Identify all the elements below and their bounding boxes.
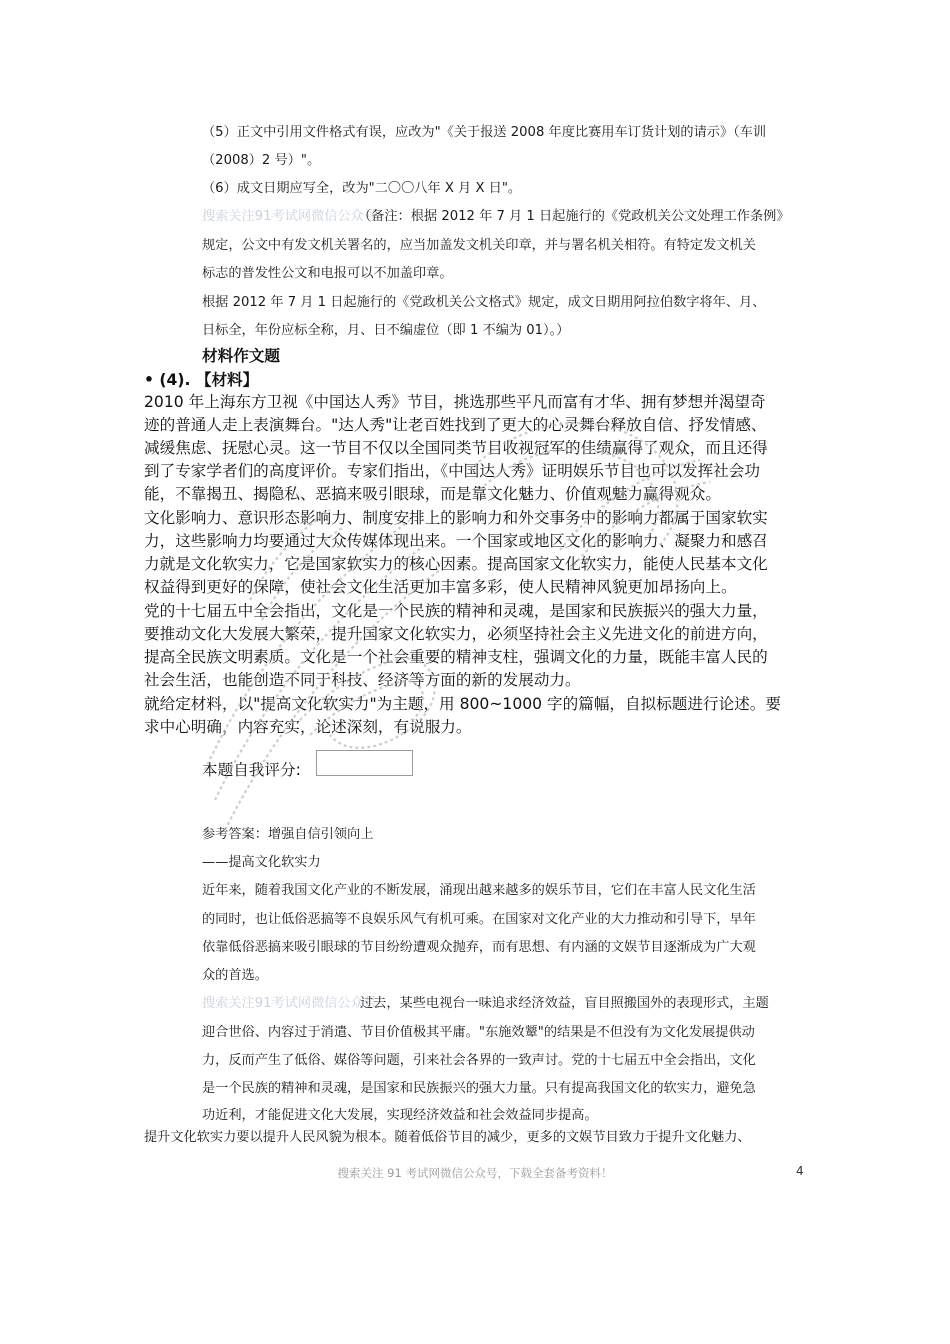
- material-line: 文化影响力、意识形态影响力、制度安排上的影响力和外交事务中的影响力都属于国家软实: [144, 509, 768, 527]
- self-score-label: 本题自我评分:: [202, 761, 301, 779]
- answer-paragraph-line: 迎合世俗、内容过于消遣、节目价值极其平庸。"东施效颦"的结果是不但没有为文化发展提供动: [202, 1025, 755, 1040]
- material-line: 到了专家学者们的高度评价。专家们指出，《中国达人秀》证明娱乐节目也可以发挥社会功: [144, 462, 760, 480]
- material-line: 要推动文化大发展大繁荣，提升国家文化软实力，必须坚持社会主义先进文化的前进方向，: [144, 625, 768, 643]
- note-line5: 日标全，年份应标全称，月、日不编虚位（即 1 不编为 01）。）: [202, 323, 570, 338]
- answer-item-6: （6）成文日期应写全，改为"二〇〇八年 X 月 X 日"。: [202, 181, 522, 196]
- material-line: 能，不靠揭丑、揭隐私、恶搞来吸引眼球，而是靠文化魅力、价值观魅力赢得观众。: [144, 485, 721, 503]
- note-line3: 标志的普发性公文和电报可以不加盖印章。: [202, 266, 453, 281]
- answer-subtitle: ——提高文化软实力: [202, 855, 321, 870]
- section-heading: 材料作文题: [202, 347, 280, 365]
- answer-paragraph-line: 众的首选。: [202, 968, 268, 983]
- material-line: 就给定材料，以"提高文化软实力"为主题，用 800~1000 字的篇幅，自拟标题进行论述。要: [144, 695, 781, 713]
- material-line: 权益得到更好的保障，使社会文化生活更加丰富多彩，使人民精神风貌更加昂扬向上。: [144, 578, 737, 596]
- answer-title: 参考答案：增强自信引领向上: [202, 827, 374, 842]
- answer-paragraph-line: 是一个民族的精神和灵魂，是国家和民族振兴的强大力量。只有提高我国文化的软实力，避免急: [202, 1081, 756, 1096]
- faint-watermark-text: 搜索关注91考试网微信公众号: [202, 209, 378, 224]
- faint-watermark-text: 搜索关注91考试网微信公众号: [202, 996, 378, 1011]
- note-line1: （备注：根据 2012 年 7 月 1 日起施行的《党政机关公文处理工作条例》: [358, 209, 790, 224]
- answer-paragraph-line: 功近利，才能促进文化大发展，实现经济效益和社会效益同步提高。: [202, 1108, 598, 1123]
- material-line: 力就是文化软实力，它是国家软实力的核心因素。提高国家文化软实力，能使人民基本文化: [144, 555, 768, 573]
- material-line: 2010 年上海东方卫视《中国达人秀》节目，挑选那些平凡而富有才华、拥有梦想并渴望奇: [144, 393, 766, 411]
- answer-item-5-line1: （5）正文中引用文件格式有误，应改为"《关于报送 2008 年度比赛用车订货计划的请示》（车训: [202, 125, 767, 140]
- material-line: 求中心明确，内容充实，论述深刻，有说服力。: [144, 718, 472, 736]
- question-label: • (4). 【材料】: [144, 371, 259, 389]
- answer-paragraph-line: 的同时，也让低俗恶搞等不良娱乐风气有机可乘。在国家对文化产业的大力推动和引导下，早年: [202, 912, 756, 927]
- answer-item-5-line2: （2008）2 号）"。: [202, 153, 321, 168]
- answer-paragraph-line: 近年来，随着我国文化产业的不断发展，涌现出越来越多的娱乐节目，它们在丰富人民文化生活: [202, 883, 756, 898]
- page-footer: 搜索关注 91 考试网微信公众号，下载全套备考资料！: [337, 1166, 613, 1180]
- material-line: 迹的普通人走上表演舞台。"达人秀"让老百姓找到了更大的心灵舞台释放自信、抒发情感、: [144, 416, 767, 434]
- answer-last-line: 提升文化软实力要以提升人民风貌为根本。随着低俗节目的减少，更多的文娱节目致力于提升文化魅力、: [144, 1130, 751, 1145]
- answer-paragraph-line: 过去，某些电视台一味追求经济效益，盲目照搬国外的表现形式，主题: [360, 996, 769, 1011]
- answer-paragraph-line: 依靠低俗恶搞来吸引眼球的节目纷纷遭观众抛弃，而有思想、有内涵的文娱节目逐渐成为广大观: [202, 940, 756, 955]
- material-line: 减缓焦虑、抚慰心灵。这一节目不仅以全国同类节目收视冠军的佳绩赢得了观众，而且还得: [144, 439, 768, 457]
- note-line4: 根据 2012 年 7 月 1 日起施行的《党政机关公文格式》规定，成文日期用阿拉伯数字将年、月、: [202, 295, 766, 310]
- self-score-input[interactable]: [316, 750, 413, 776]
- material-line: 力，这些影响力均要通过大众传媒体现出来。一个国家或地区文化的影响力、凝聚力和感召: [144, 532, 768, 550]
- material-line: 社会生活，也能创造不同于科技、经济等方面的新的发展动力。: [144, 671, 581, 689]
- material-line: 党的十七届五中全会指出，文化是一个民族的精神和灵魂，是国家和民族振兴的强大力量，: [144, 602, 768, 620]
- material-line: 提高全民族文明素质。文化是一个社会重要的精神支柱，强调文化的力量，既能丰富人民的: [144, 648, 768, 666]
- answer-paragraph-line: 力，反而产生了低俗、媒俗等问题，引来社会各界的一致声讨。党的十七届五中全会指出，文化: [202, 1053, 756, 1068]
- page-number: 4: [796, 1164, 804, 1178]
- note-line2: 规定，公文中有发文机关署名的，应当加盖发文机关印章，并与署名机关相符。有特定发文机关: [202, 238, 756, 253]
